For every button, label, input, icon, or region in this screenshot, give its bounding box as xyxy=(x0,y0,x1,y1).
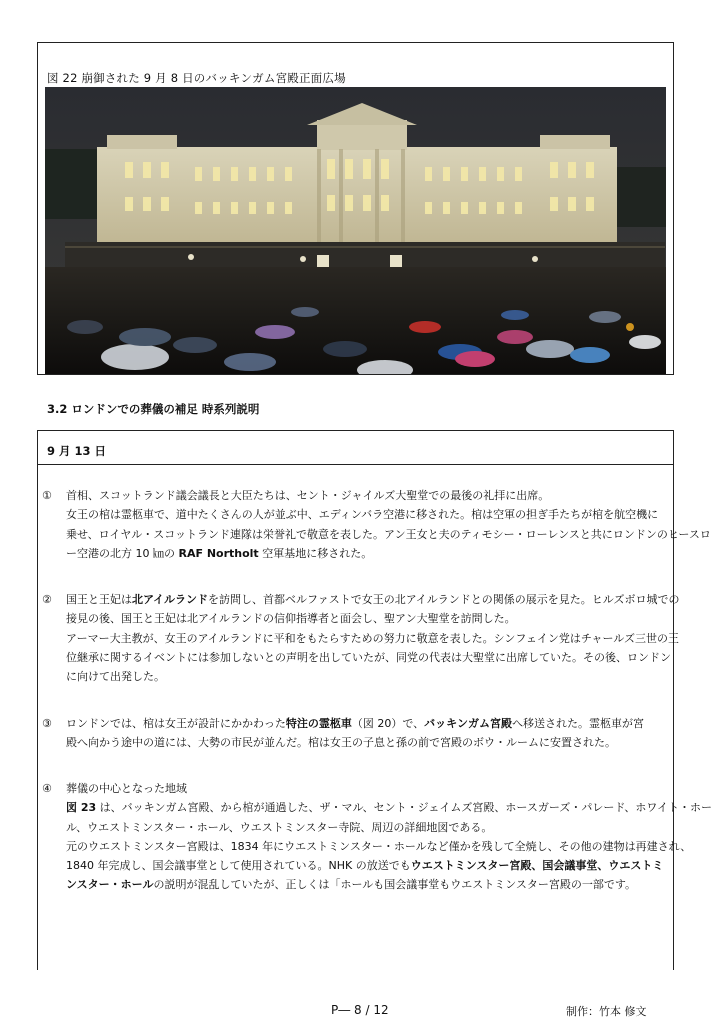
text-run: 葬儀の中心となった地域 xyxy=(66,782,187,795)
bold-text: 特注の霊柩車 xyxy=(285,717,352,730)
text-run: （図 20）で、 xyxy=(351,717,425,730)
text-run: 首相、スコットランド議会議長と大臣たちは、セント・ジャイルズ大聖堂での最後の礼拝に出席。 xyxy=(66,489,550,502)
item-line xyxy=(66,486,667,505)
item-line xyxy=(66,714,667,733)
item-body xyxy=(66,590,680,686)
item-line xyxy=(66,525,711,544)
timeline-box xyxy=(37,430,713,970)
bold-text: バッキンガム宮殿 xyxy=(424,717,513,730)
item-line xyxy=(66,798,713,817)
text-run: を訪問し、首都ベルファストで女王の北アイルランドとの関係の展示を見た。ヒルズボロ城での xyxy=(208,593,680,606)
bold-text: ウエストミンスター宮殿、国会議事堂、ウエストミ xyxy=(410,859,664,873)
item-line xyxy=(66,648,671,667)
text-run: 乗せ、ロイヤル・スコットランド連隊は栄誉礼で敬意を表した。アン王女と夫のティモシー・ローレンスと共にロンドンのヒースロ xyxy=(66,527,711,541)
item-number: ③ xyxy=(42,717,52,730)
item-number: ① xyxy=(42,489,52,502)
item-line xyxy=(66,818,667,837)
figure-frame xyxy=(37,42,674,375)
text-run: アーマー大主教が、女王のアイルランドに平和をもたらすための努力に敬意を表した。シンフェイン党はチャールズ三世の王 xyxy=(66,631,679,645)
bold-text: RAF Northolt xyxy=(178,546,259,560)
item-line xyxy=(66,875,667,894)
item-body xyxy=(66,714,667,753)
bold-text: 北アイルランド xyxy=(132,593,209,606)
item-line xyxy=(66,779,667,798)
item-line xyxy=(66,733,667,752)
item-number: ② xyxy=(42,593,52,606)
figure-caption: 図 22 崩御された 9 月 8 日のバッキンガム宮殿正面広場 xyxy=(47,71,346,85)
text-run: 空軍基地に移された。 xyxy=(258,546,373,560)
item-line xyxy=(66,609,667,628)
item-body xyxy=(66,486,711,563)
section-heading: 3.2 ロンドンでの葬儀の補足 時系列説明 xyxy=(47,402,260,416)
text-run: 殿へ向かう途中の道には、大勢の市民が並んだ。棺は女王の子息と孫の前で宮殿のボウ・ルームに安置された。 xyxy=(66,736,616,750)
text-run: ー空港の北方 10 ㎞の xyxy=(66,546,179,560)
item-line xyxy=(66,505,667,524)
text-run: に向けて出発した。 xyxy=(66,670,165,684)
text-run: の説明が混乱していたが、正しくは「ホールも国会議事堂もウエストミンスター宮殿の一部です。 xyxy=(153,878,637,892)
item-line xyxy=(66,590,680,609)
item-line xyxy=(66,667,667,686)
item-line xyxy=(66,837,692,856)
text-run: へ移送された。霊柩車が宮 xyxy=(512,717,645,730)
item-line xyxy=(66,544,667,563)
photo-illustration xyxy=(45,87,666,374)
text-run: 女王の棺は霊柩車で、道中たくさんの人が並ぶ中、エディンバラ空港に移された。棺は空軍の担ぎ手たちが棺を航空機に xyxy=(66,508,659,522)
date-row xyxy=(38,431,673,465)
item-line xyxy=(66,629,679,648)
author-credit: 制作：竹本 修文 xyxy=(566,1005,647,1018)
text-run: 元のウエストミンスター宮殿は、1834 年にウエストミンスター・ホールなど僅かを残して全焼し、その他の建物は再建され、 xyxy=(66,839,692,853)
text-run: 国王と王妃は xyxy=(66,593,132,606)
text-run: ロンドンでは、棺は女王が設計にかかわった xyxy=(66,717,286,730)
text-run: は、バッキンガム宮殿、から棺が通過した、ザ・マル、セント・ジェイムズ宮殿、ホースガーズ・パレード、ホワイト・ホー xyxy=(96,801,713,815)
text-run: 接見の後、国王と王妃は北アイルランドの信仰指導者と面会し、聖アン大聖堂を訪問した。 xyxy=(66,612,516,626)
date-label: 9 月 13 日 xyxy=(47,444,107,458)
item-number: ④ xyxy=(42,782,52,795)
text-run: ル、ウエストミンスター・ホール、ウエストミンスター寺院、周辺の詳細地図である。 xyxy=(66,820,493,834)
bold-text: 図 23 xyxy=(66,801,97,815)
bold-text: ンスター・ホール xyxy=(66,878,154,892)
page-number: P― 8 / 12 xyxy=(331,1003,389,1017)
item-body xyxy=(66,779,713,895)
text-run: 1840 年完成し、国会議事堂として使用されている。NHK の放送でも xyxy=(66,859,411,873)
item-line xyxy=(66,856,667,875)
text-run: 位継承に関するイベントには参加しないとの声明を出していたが、同党の代表は大聖堂に出席していた。その後、ロンドン xyxy=(66,650,671,664)
palace-night-crowd-photo xyxy=(45,87,666,374)
